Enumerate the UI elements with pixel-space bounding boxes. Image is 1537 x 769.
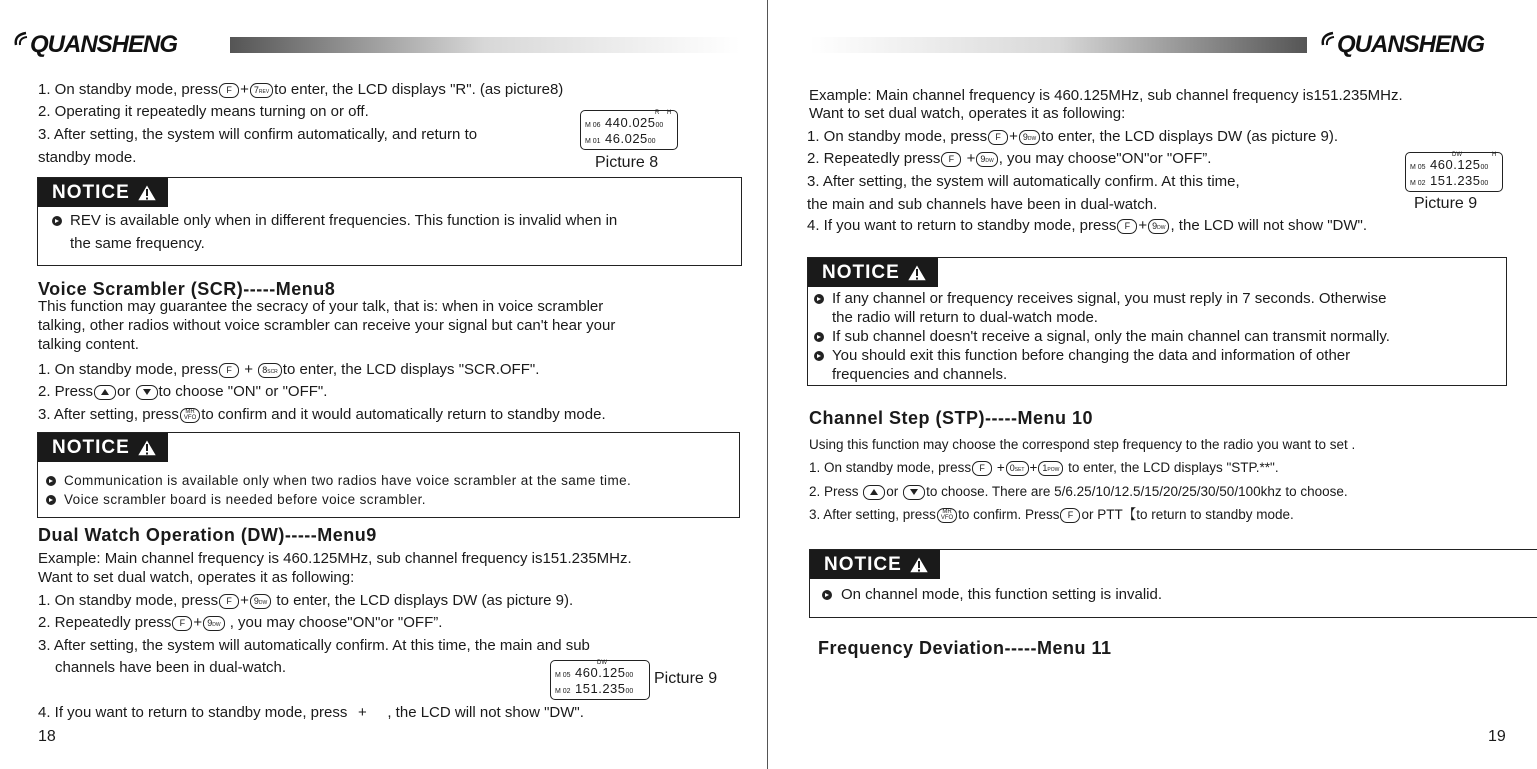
lcd-flag-dw: DW <box>1452 152 1462 158</box>
dw-example-2: Want to set dual watch, operates it as following: <box>38 569 355 586</box>
f-key-icon: F <box>988 130 1008 145</box>
stp-step-3: 3. After setting, press MR VFO to confirm. Press F or PTT【to return to standby mode. <box>809 507 1294 522</box>
pow-key-icon: 1POW <box>1038 461 1063 476</box>
dw-step-4: 4. If you want to return to standby mode, press + , the LCD will not show "DW". <box>38 704 584 721</box>
f-key-icon: F <box>1060 508 1080 523</box>
lcd-picture-9-left: DW M 05 460.12500 M 02 151.23500 <box>550 660 650 700</box>
dw-step-3-right: 3. After setting, the system will automatically confirm. At this time, <box>807 173 1240 190</box>
scr-step-1: 1. On standby mode, press F + 8SCR to enter, the LCD displays "SCR.OFF". <box>38 361 540 378</box>
dw-step-1: 1. On standby mode, press F + 9DW to enter, the LCD displays DW (as picture 9). <box>38 592 574 609</box>
rev-step-3: 3. After setting, the system will confirm automatically, and return to <box>38 126 478 143</box>
dw-key-icon: 9DW <box>1019 130 1040 145</box>
logo-swoosh-icon <box>12 31 28 47</box>
dw-step-4-right: 4. If you want to return to standby mode, press F + 9DW , the LCD will not show "DW". <box>807 217 1368 234</box>
dw-step-1-right: 1. On standby mode, press F + 9DW to enter, the LCD displays DW (as picture 9). <box>807 128 1339 145</box>
up-arrow-key-icon <box>863 485 885 500</box>
scr-desc-2: talking, other radios without voice scrambler can receive your signal but can't hear your <box>38 317 616 334</box>
freq-dev-heading: Frequency Deviation-----Menu 11 <box>818 638 1112 658</box>
up-arrow-key-icon <box>94 385 116 400</box>
mr-vfo-key-icon: MR VFO <box>180 408 200 423</box>
bullet-icon <box>814 351 824 361</box>
notice-scr-text-1: Communication is available only when two radios have voice scrambler at the same time. <box>64 473 632 488</box>
bullet-icon <box>814 294 824 304</box>
logo-left <box>30 31 177 59</box>
rev-key-icon: 7REV <box>250 83 273 98</box>
mr-vfo-key-icon: MR VFO <box>937 508 957 523</box>
dw-heading: Dual Watch Operation (DW)-----Menu9 <box>38 525 377 545</box>
dw-step-3: 3. After setting, the system will automatically confirm. At this time, the main and sub <box>38 637 590 654</box>
bullet-icon <box>46 476 56 486</box>
picture-8-caption: Picture 8 <box>595 154 659 171</box>
logo-left-text: QUANSHENG <box>30 31 178 58</box>
notice-box-rev <box>37 177 742 266</box>
notice-rev-text-2: the same frequency. <box>70 235 205 252</box>
dw-key-icon: 9DW <box>203 616 224 631</box>
warning-icon <box>136 438 158 457</box>
set-key-icon: 0SET <box>1006 461 1029 476</box>
notice-stp-text: On channel mode, this function setting is invalid. <box>841 586 1163 603</box>
lcd-flag-h: H <box>667 110 672 116</box>
dw-example-2-right: Want to set dual watch, operates it as following: <box>809 105 1126 122</box>
rev-step-3-cont: standby mode. <box>38 149 137 166</box>
logo-right-text: QUANSHENG <box>1337 31 1485 58</box>
notice-dw-text-3: You should exit this function before changing the data and information of other <box>832 347 1351 364</box>
rev-step-1: 1. On standby mode, press F + 7REV to enter, the LCD displays "R". (as picture8) <box>38 81 564 98</box>
header-bar-right <box>810 37 1307 53</box>
notice-tab: NOTICE <box>38 178 168 207</box>
dw-example-1-right: Example: Main channel frequency is 460.125MHz, sub channel frequency is151.235MHz. <box>809 87 1403 104</box>
notice-rev-text-1: REV is available only when in different frequencies. This function is invalid when in <box>70 212 618 229</box>
dw-key-icon: 9DW <box>1148 219 1169 234</box>
scr-desc-1: This function may guarantee the secracy of your talk, that is: when in voice scrambler <box>38 298 604 315</box>
f-key-icon: F <box>972 461 992 476</box>
dw-example-1: Example: Main channel frequency is 460.125MHz, sub channel frequency is151.235MHz. <box>38 550 632 567</box>
notice-dw-text-1: If any channel or frequency receives signal, you must reply in 7 seconds. Otherwise <box>832 290 1387 307</box>
f-key-icon: F <box>172 616 192 631</box>
notice-tab: NOTICE <box>808 258 938 287</box>
stp-step-1: 1. On standby mode, press F + 0SET + 1POW to enter, the LCD displays "STP.**". <box>809 460 1279 475</box>
lcd-flag-r: R <box>655 110 660 116</box>
dw-key-icon: 9DW <box>250 594 271 609</box>
down-arrow-key-icon <box>136 385 158 400</box>
lcd-picture-8: R H M 06 440.02500 M 01 46.02500 <box>580 110 678 150</box>
bullet-icon <box>822 590 832 600</box>
lcd-picture-9-right: DW H M 05 460.12500 M 02 151.23500 <box>1405 152 1503 192</box>
f-key-icon: F <box>219 363 239 378</box>
picture-9-caption-right: Picture 9 <box>1414 195 1478 212</box>
bullet-icon <box>52 216 62 226</box>
dw-step-3-cont: channels have been in dual-watch. <box>55 659 286 676</box>
page-number-left: 18 <box>38 728 56 745</box>
dw-key-icon: 9DW <box>976 152 997 167</box>
notice-box-dw <box>807 257 1507 386</box>
bullet-icon <box>46 495 56 505</box>
scr-desc-3: talking content. <box>38 336 139 353</box>
page-divider <box>767 0 768 769</box>
notice-dw-text-3-cont: frequencies and channels. <box>832 366 1008 383</box>
picture-9-caption-left: Picture 9 <box>654 670 718 687</box>
scr-heading: Voice Scrambler (SCR)-----Menu8 <box>38 279 336 299</box>
warning-icon <box>908 555 930 574</box>
stp-heading: Channel Step (STP)-----Menu 10 <box>809 408 1093 428</box>
dw-step-3-right-cont: the main and sub channels have been in dual-watch. <box>807 196 1158 213</box>
f-key-icon: F <box>941 152 961 167</box>
lcd-flag-h: H <box>1492 152 1497 158</box>
warning-icon <box>136 183 158 202</box>
warning-icon <box>906 263 928 282</box>
stp-step-2: 2. Press or to choose. There are 5/6.25/10/12.5/15/20/25/30/50/100khz to choose. <box>809 484 1348 499</box>
scr-step-3: 3. After setting, press MR VFO to confirm and it would automatically return to standby mode. <box>38 406 606 423</box>
down-arrow-key-icon <box>903 485 925 500</box>
notice-box-scr <box>37 432 740 518</box>
f-key-icon: F <box>1117 219 1137 234</box>
notice-dw-text-1-cont: the radio will return to dual-watch mode. <box>832 309 1098 326</box>
rev-step-2: 2. Operating it repeatedly means turning on or off. <box>38 103 369 120</box>
notice-scr-text-2: Voice scrambler board is needed before voice scrambler. <box>64 492 426 507</box>
notice-tab: NOTICE <box>810 550 940 579</box>
header-bar-left <box>230 37 740 53</box>
page-number-right: 19 <box>1488 728 1506 745</box>
notice-tab: NOTICE <box>38 433 168 462</box>
notice-dw-text-2: If sub channel doesn't receive a signal, only the main channel can transmit normally. <box>832 328 1390 345</box>
lcd-flag-dw: DW <box>597 660 607 666</box>
scr-step-2: 2. Press or to choose "ON" or "OFF". <box>38 383 328 400</box>
f-key-icon: F <box>219 83 239 98</box>
dw-step-2: 2. Repeatedly press F + 9DW , you may choose"ON"or "OFF”. <box>38 614 443 631</box>
stp-desc: Using this function may choose the correspond step frequency to the radio you want to set . <box>809 437 1356 452</box>
dw-step-2-right: 2. Repeatedly press F + 9DW , you may choose"ON"or "OFF”. <box>807 150 1212 167</box>
f-key-icon: F <box>219 594 239 609</box>
logo-right <box>1337 31 1484 59</box>
scr-key-icon: 8SCR <box>258 363 282 378</box>
bullet-icon <box>814 332 824 342</box>
notice-box-stp <box>809 549 1537 618</box>
logo-swoosh-icon <box>1319 31 1335 47</box>
